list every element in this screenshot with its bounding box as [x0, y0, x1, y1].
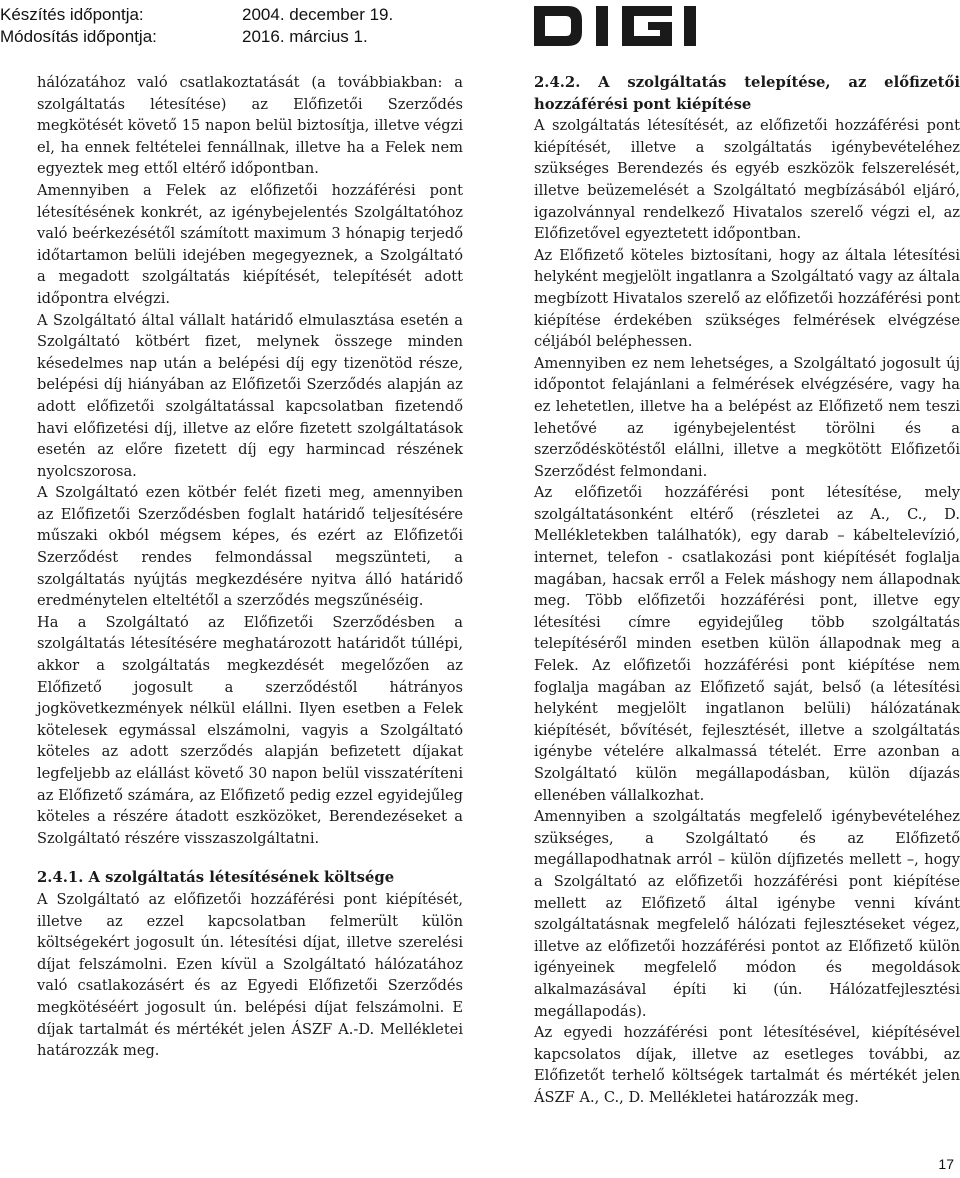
paragraph: Amennyiben a szolgáltatás megfelelő igénybevételéhez szükséges, a Szolgáltató és az Előfizető megállapodhatnak arról – külön díjfizetés mellett –, hogy a Szolgáltató az előfizetői hozzáférési pont kiépítése mellett az Előfizető által igénybe venni kívánt szolgáltatásnak megfelelő hálózati fejlesztéseket végez, illetve az előfizetői hozzáférési pontot az Előfizető külön igényeinek megfelelő módon és megoldások alkalmazásával építi ki (ún. Hálózatfejlesztési megállapodás). — [534, 808, 960, 1020]
digi-logo — [534, 6, 746, 46]
paragraph: hálózatához való csatlakoztatását (a továbbiakban: a szolgáltatás létesítése) az Előfizetői Szerződés megkötését követő 15 napon belül biztosítja, illetve végzi el, ha ennek feltételei fennállnak, illetve ha a Felek nem egyeztek meg ettől eltérő időpontban. — [37, 74, 463, 178]
paragraph: Az Előfizető köteles biztosítani, hogy az általa létesítési helyként megjelölt ingatlanra a Szolgáltató vagy az általa megbízott Hivatalos szerelő az előfizetői hozzáférési pont kiépítése érdekében szükséges felmérések elvégzése céljából beléphessen. — [534, 246, 960, 351]
paragraph: A Szolgáltató által vállalt határidő elmulasztása esetén a Szolgáltató kötbért fizet, melynek összege minden késedelmes nap után a belépési díj egy tizenötöd része, belépési díj hiányában az Előfizetői Szerződés alapján az adott előfizetői szolgáltatással kapcsolatban fizetendő havi előfizetési díj, illetve az előre fizetett szolgáltatások esetén az előre fizetett díj egy harmincad részének nyolcszorosa. — [37, 311, 463, 480]
paragraph: Amennyiben ez nem lehetséges, a Szolgáltató jogosult új időpontot felajánlani a felmérések elvégzésére, vagy ha ez lehetetlen, illetve ha a belépést az Előfizető nem teszi lehetővé az igénybejelentést törölni és a szerződéskötéstől elállni, illetve a megkötött Előfizetői Szerződést felmondani. — [534, 354, 960, 480]
paragraph: A Szolgáltató az előfizetői hozzáférési pont kiépítését, illetve az ezzel kapcsolatban felmerült külön költségekért jogosult ún. létesítési díjat, illetve szerelési díjat felszámolni. Ezen kívül a Szolgáltató hálózatához való csatlakozásért és az Egyedi Előfizetői Szerződés megkötéséért jogosult ún. belépési díjat felszámolni. E díjak tartalmát és mértékét jelen ÁSZF A.-D. Mellékletei határozzák meg. — [37, 890, 463, 1060]
right-column — [534, 72, 960, 1109]
created-date: 2004. december 19. — [242, 5, 394, 24]
paragraph: Az előfizetői hozzáférési pont létesítése, mely szolgáltatásonként eltérő (részletei az A., C., D. Mellékletekben találhatók), egy darab – kábeltelevízió, internet, telefon - csatlakozási pont kiépítését foglalja magában, hacsak erről a Felek máshogy nem állapodnak meg. Több előfizetői hozzáférési pont, illetve egy létesítési címre egyidejűleg több szolgáltatás telepítéséről minden esetben külön állapodnak meg a Felek. Az előfizetői hozzáférési pont kiépítése nem foglalja magában az Előfizető saját, belső (a létesítési helyként megjelölt ingatlanon belüli) hálózatának kiépítését, bővítését, fejlesztését, illetve a szolgáltatás igénybe vételére alkalmassá tételét. Erre azonban a Szolgáltató külön megállapodásban, külön díjazás ellenében vállalkozhat. — [534, 484, 960, 804]
modified-row — [0, 26, 393, 48]
paragraph: A Szolgáltató ezen kötbér felét fizeti meg, amennyiben az Előfizetői Szerződésben foglalt határidő teljesítésére műszaki okból mégsem képes, és ezért az Előfizetői Szerződést rendes felmondással megszünteti, a szolgáltatás nyújtás megkezdésére nyitva álló határidő eredménytelen elteltétől a szerződés megszűnéséig. — [37, 484, 463, 610]
section-heading-2-4-1: 2.4.1. A szolgáltatás létesítésének költsége — [37, 869, 395, 887]
paragraph: Ha a Szolgáltató az Előfizetői Szerződésben a szolgáltatás létesítésére meghatározott határidőt túllépi, akkor a szolgáltatás megkezdését megelőzően az Előfizető jogosult a szerződéstől hátrányos jogkövetkezmények nélkül elállni. Ilyen esetben a Felek kötelesek egymással elszámolni, vagyis a Szolgáltató köteles az adott szerződés alapján befizetett díjakat legfeljebb az elállást követő 30 napon belül visszatéríteni az Előfizető számára, az Előfizető pedig ezzel egyidejűleg köteles a részére átadott eszközöket, Berendezéseket a Szolgáltató részére visszaszolgáltatni. — [37, 613, 463, 847]
modified-label: Módosítás időpontja: — [0, 27, 157, 46]
page-number: 17 — [938, 1156, 954, 1172]
paragraph: Az egyedi hozzáférési pont létesítésével, kiépítésével kapcsolatos díjak, illetve az esetleges további, az Előfizetőt terhelő költségek tartalmát és mértékét jelen ÁSZF A., C., D. Mellékletei határozzák meg. — [534, 1024, 960, 1106]
paragraph: Amennyiben a Felek az előfizetői hozzáférési pont létesítésének konkrét, az igénybejelentés Szolgáltatóhoz való beérkezésétől számított maximum 3 hónapig terjedő időtartamon belüli idejében megegyeznek, a Szolgáltató a megadott szolgáltatás kiépítését, telepítését adott időpontra elvégzi. — [37, 181, 463, 307]
section-heading-2-4-2: 2.4.2. A szolgáltatás telepítése, az előfizetői hozzáférési pont kiépítése — [534, 74, 960, 113]
document-metadata — [0, 4, 393, 48]
created-row — [0, 4, 393, 26]
modified-date: 2016. március 1. — [242, 27, 368, 46]
paragraph: A szolgáltatás létesítését, az előfizetői hozzáférési pont kiépítését, illetve a szolgáltatás igénybevételéhez szükséges Berendezés és egyéb eszközök felszerelését, illetve beüzemelését a Szolgáltató megbízásából eljáró, igazolvánnyal rendelkező Hivatalos szerelő végzi el, az Előfizetővel egyeztetett időpontban. — [534, 117, 960, 243]
created-label: Készítés időpontja: — [0, 5, 144, 24]
left-column — [37, 72, 463, 1062]
